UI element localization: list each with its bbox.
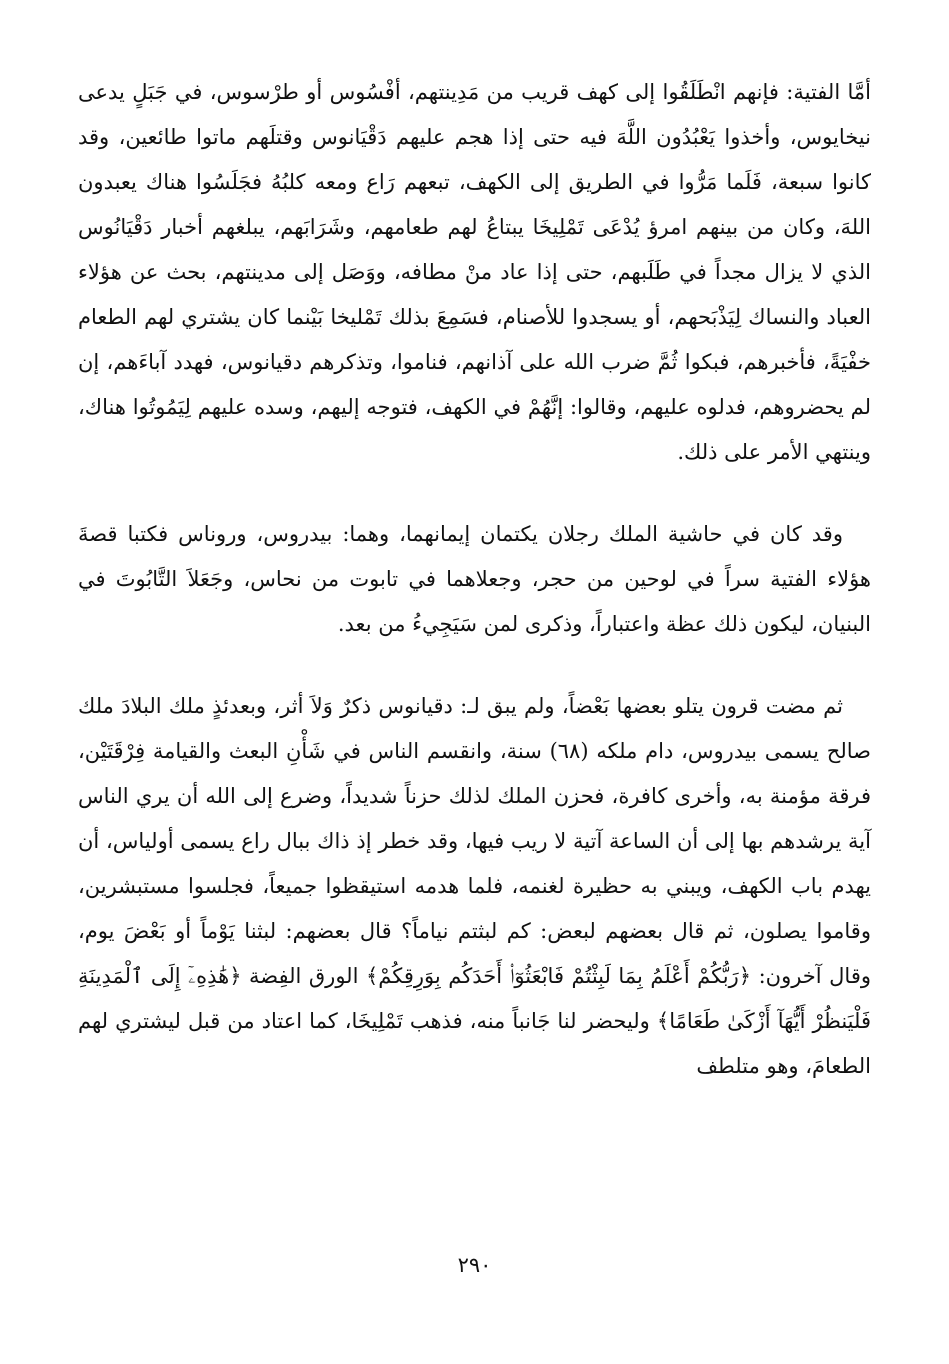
paragraph-gap — [78, 647, 871, 684]
paragraph-3: ثم مضت قرون يتلو بعضها بَعْضاً، ولم يبق لـ: دقيانوس ذكرٌ وَلاَ أثر، وبعدئذٍ ملك البلادَ ملك صالح يسمى بيدروس، دام ملكه (٦٨) سنة، وانقسم الناس في شَأْنِ البعث والقيامة فِرْقَتَيْن، فرقة مؤمنة به، وأخرى كافرة، فحزن الملك لذلك حزناً شديداً، وضرع إلى الله أن يري الناس آية يرشدهم بها إلى أن الساعة آتية لا ريب فيها، وقد خطر إذ ذاك ببال راع يسمى أولياس، أن يهدم باب الكهف، ويبني به حظيرة لغنمه، فلما هدمه استيقظوا جميعاً، فجلسوا مستبشرين، وقاموا يصلون، ثم قال بعضهم لبعض: كم لبثتم نياماً؟ قال بعضهم: لبثنا يَوْماً أو بَعْضَ يوم، وقال آخرون: ﴿رَبُّكُمْ أَعْلَمُ بِمَا لَبِثْتُمْ فَابْعَثُوٓا۟ أَحَدَكُم بِوَرِقِكُمْ﴾ الورق الفِضة ﴿هَٰذِهِۦٓ إِلَى ٱلْمَدِينَةِ فَلْيَنظُرْ أَيُّهَآ أَزْكَىٰ طَعَامًا﴾ وليحضر لنا جَانباً منه، فذهب تَمْلِيخَا، كما اعتاد من قبل ليشتري لهم الطعامَ، وهو متلطف — [78, 694, 871, 1078]
page-number: ٢٩٠ — [457, 1253, 492, 1277]
paragraph-1: أمَّا الفتية: فإنهم انْطَلَقُوا إلى كهف قريب من مَدِينتهم، أفْسُوس أو طرْسوس، في جَبَلٍ يدعى نيخايوس، وأخذوا يَعْبُدُون اللَّهَ فيه حتى إذا هجم عليهم دَقْيَانوس وقتلَهم ماتوا طائعين، وقد كانوا سبعة، فَلَما مَرُّوا في الطريق إلى الكهف، تبعهم رَاع ومعه كلبُهُ فجَلَسُوا هناك يعبدون اللهَ، وكان من بينهم امرؤ يُدْعَى تَمْلِيخَا يبتاعُ لهم طعامهم، وشَرَابَهم، يبلغهم أخبار دَقْيَانُوس الذي لا يزال مجداً في طَلَبهم، حتى إذا عاد منْ مطافه، ووَصَل إلى مدينتهم، بحث عن هؤلاء العباد والنساك لِيَذْبَحهم، أو يسجدوا للأصنام، فسَمِعَ بذلك تَمْليخا بَيْنما كان يشتري لهم الطعام خفْيَةً، فأخبرهم، فبكوا ثُمَّ ضرب الله على آذانهم، فناموا، وتذكرهم دقيانوس، فهدد آباءَهم، إن لم يحضروهم، فدلوه عليهم، وقالوا: إنَّهُمْ في الكهف، فتوجه إليهم، وسده عليهم لِيَمُوتُوا هناك، وينتهي الأمر على ذلك. — [78, 80, 872, 464]
paragraph-gap — [78, 475, 871, 512]
paragraph-2: وقد كان في حاشية الملك رجلان يكتمان إيمانهما، وهما: بيدروس، وروناس فكتبا قصةَ هؤلاء الفتية سراً في لوحين من حجر، وجعلاهما في تابوت من نحاس، وجَعَلاَ التَّابُوتَ في البنيان، ليكون ذلك عظة واعتباراً، وذكرى لمن سَيَجِيءُ من بعد. — [78, 522, 871, 636]
body-text — [78, 70, 871, 1089]
